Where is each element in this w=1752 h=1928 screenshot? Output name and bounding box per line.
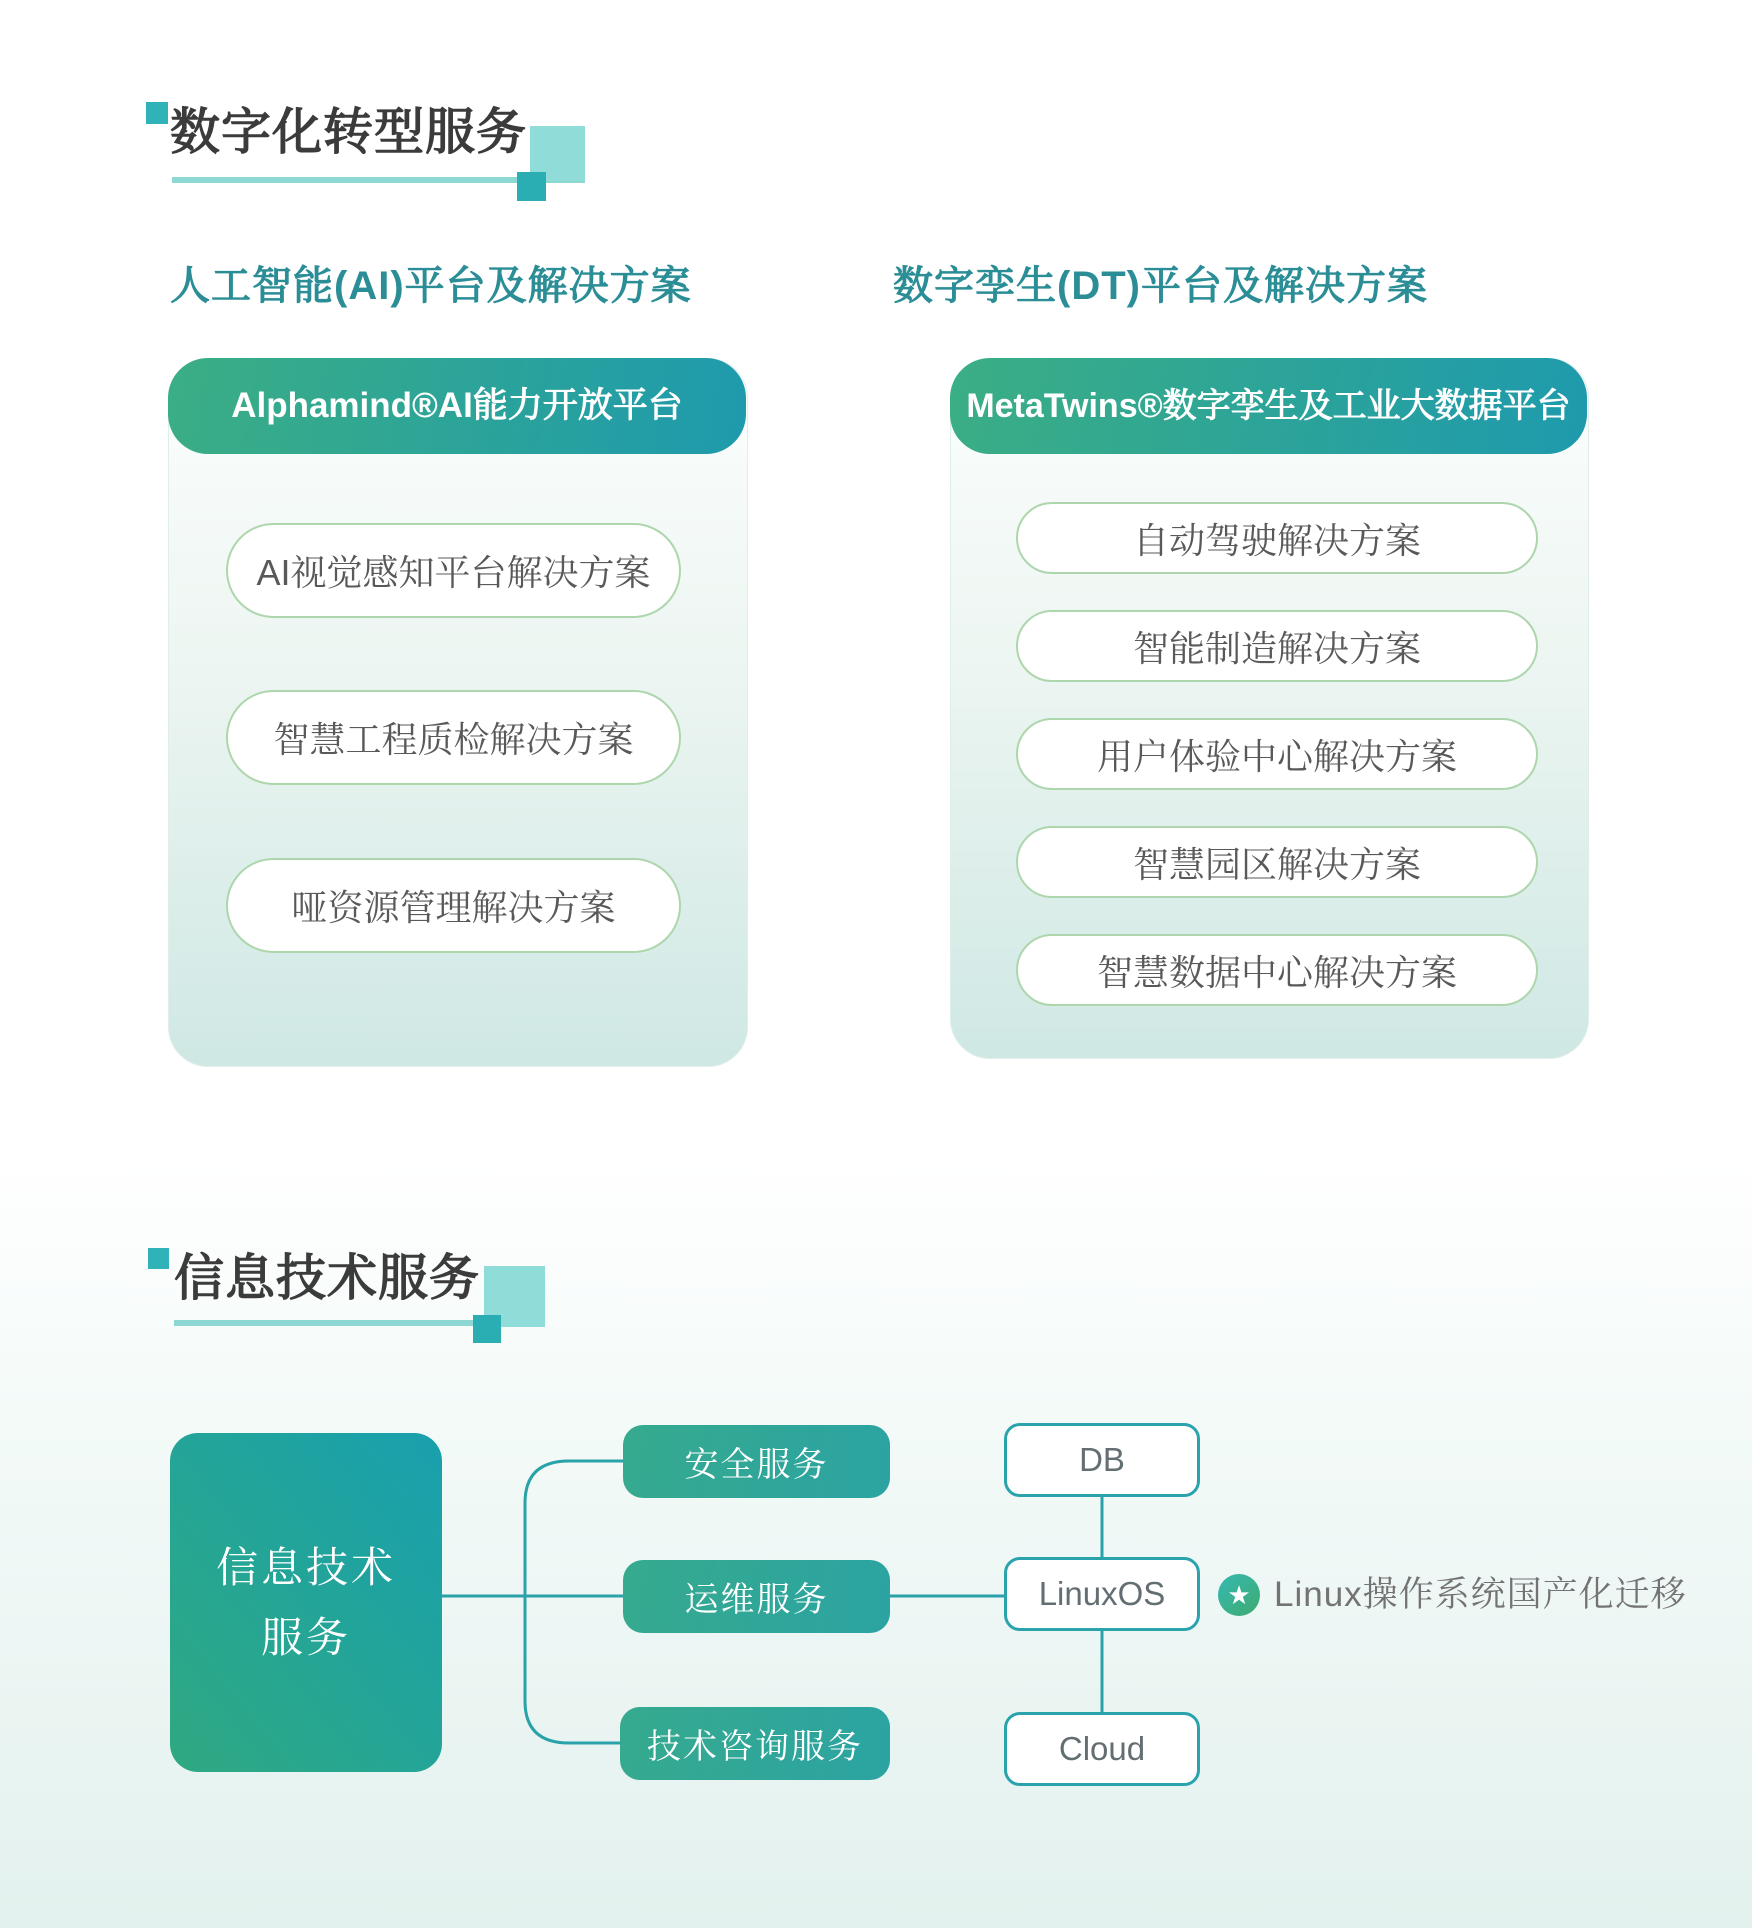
dt-solution-pill <box>1016 718 1538 790</box>
dt-platform-card-header: MetaTwins®数字孪生及工业大数据平台 <box>950 358 1587 454</box>
it-services-root-line2: 服务 <box>260 1613 351 1661</box>
star-glyph: ★ <box>1227 1580 1251 1610</box>
node-linuxos: LinuxOS <box>1004 1557 1200 1631</box>
dt-solution-label: 智能制造解决方案 <box>1132 627 1421 669</box>
branch-consulting-services: 技术咨询服务 <box>620 1707 890 1780</box>
deco-square-small-top <box>148 1248 169 1269</box>
dt-solution-label: 用户体验中心解决方案 <box>1096 735 1457 777</box>
dt-solution-pill <box>1016 502 1538 574</box>
node-cloud: Cloud <box>1004 1712 1200 1786</box>
dt-solution-pill <box>1016 826 1538 898</box>
ai-solution-pill <box>226 690 681 785</box>
node-db: DB <box>1004 1423 1200 1497</box>
dt-solution-label: 自动驾驶解决方案 <box>1132 519 1421 561</box>
section1-title: 数字化转型服务 <box>170 104 527 160</box>
dt-column-title: 数字孪生(DT)平台及解决方案 <box>893 264 1428 308</box>
it-services-root-line1: 信息技术 <box>215 1544 396 1592</box>
branch-ops-services: 运维服务 <box>623 1560 890 1633</box>
section2-title: 信息技术服务 <box>174 1250 480 1306</box>
deco-square-small-top <box>146 102 168 124</box>
deco-square-small-dark <box>473 1315 501 1343</box>
dt-solution-pill <box>1016 610 1538 682</box>
dt-solution-pill <box>1016 934 1538 1006</box>
ai-solution-label: 智慧工程质检解决方案 <box>273 719 634 760</box>
ai-solution-pill <box>226 523 681 618</box>
linux-migration-callout: Linux操作系统国产化迁移 <box>1274 1575 1687 1614</box>
dt-solution-label: 智慧园区解决方案 <box>1132 843 1421 885</box>
ai-solution-pill <box>226 858 681 953</box>
ai-solution-label: 哑资源管理解决方案 <box>291 887 616 928</box>
deco-square-small-dark <box>517 172 546 201</box>
ai-solution-label: AI视觉感知平台解决方案 <box>256 552 651 593</box>
ai-platform-card-header: Alphamind®AI能力开放平台 <box>168 358 746 454</box>
it-services-root-box <box>170 1433 442 1772</box>
dt-solution-label: 智慧数据中心解决方案 <box>1096 951 1457 993</box>
connector-bracket <box>525 1461 627 1743</box>
ai-column-title: 人工智能(AI)平台及解决方案 <box>170 264 692 308</box>
branch-security-services: 安全服务 <box>623 1425 890 1498</box>
star-icon <box>1218 1574 1260 1616</box>
